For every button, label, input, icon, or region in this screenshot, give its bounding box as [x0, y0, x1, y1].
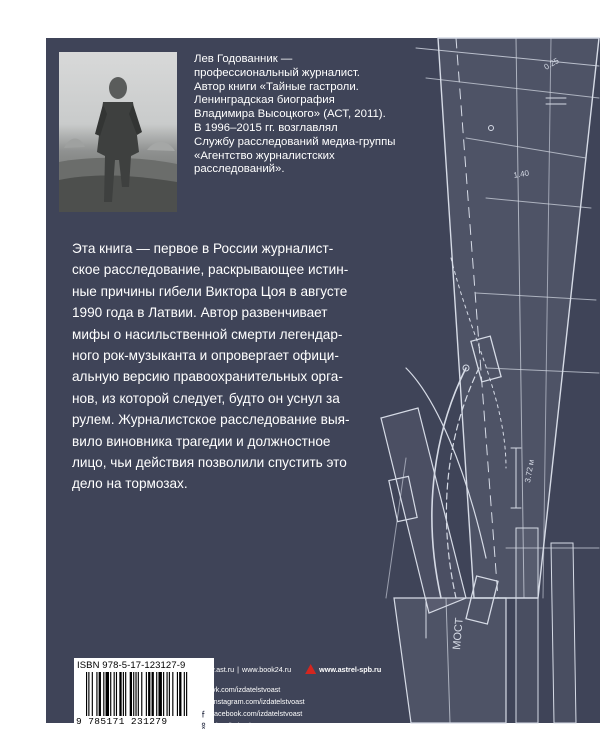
vk-icon [199, 685, 208, 694]
social-item-instagram[interactable] [199, 695, 399, 707]
author-photo [59, 52, 177, 212]
astrel-logo-icon [305, 664, 316, 674]
social-instagram-text: instagram.com/izdatelstvoast [212, 696, 305, 706]
link-book24[interactable]: www.book24.ru [242, 664, 292, 674]
sketch-label-dim-a: 0.25 [542, 56, 561, 72]
social-item-ok[interactable] [199, 719, 399, 731]
publisher-links [199, 662, 381, 676]
barcode-digits: 9 785171 231279 [76, 716, 168, 727]
link-separator: | [237, 664, 240, 674]
author-portrait-image [59, 52, 177, 212]
barcode-block [74, 658, 214, 731]
author-bio: Лев Годованник — профессиональный журналист. Автор книги «Тайные гастроли. Ленинградская биография Владимира Высоцкого» (АСТ, 2011). В 1996–2015 гг. возглавлял Службу расследований медиа-группы «Агентство журналистских расследований». [194, 53, 396, 176]
ean-barcode [86, 672, 202, 716]
social-item-facebook[interactable] [199, 707, 399, 719]
sketch-label-most: МОСТ [451, 617, 466, 651]
isbn-number: ISBN 978-5-17-123127-9 [77, 660, 186, 671]
social-vk-text: vk.com/izdatelstvoast [212, 684, 281, 694]
facebook-icon [199, 709, 208, 718]
instagram-icon [199, 697, 208, 706]
back-cover [46, 38, 600, 730]
social-item-vk[interactable] [199, 683, 399, 695]
social-ok-text: ok.ru/izdatelstvoast [212, 720, 274, 730]
sketch-label-dim-b: 3.72 м [523, 458, 537, 484]
link-ast[interactable]: www.ast.ru [199, 664, 235, 674]
book-annotation: Эта книга — первое в России журналист- ское расследование, раскрывающее истин- ные причины гибели Виктора Цоя в августе 1990 года в Латвии. Автор развенчивает мифы о насильственной смерти легендар- ного рок-музыканта и опровергает офици- альную версию правоохранительных орга- нов, из которой следует, будто он уснул за рулем. Журналистское расследование выя- вило виновника трагедии и должностное лицо, чьи действия позволили спустить это дело на тормозах. [72, 241, 350, 492]
sketch-label-dim-c: 1.40 [512, 168, 530, 180]
social-links [199, 683, 399, 731]
social-facebook-text: facebook.com/izdatelstvoast [212, 708, 303, 718]
odnoklassniki-icon [199, 721, 208, 730]
link-astrel[interactable]: www.astrel-spb.ru [319, 664, 382, 674]
